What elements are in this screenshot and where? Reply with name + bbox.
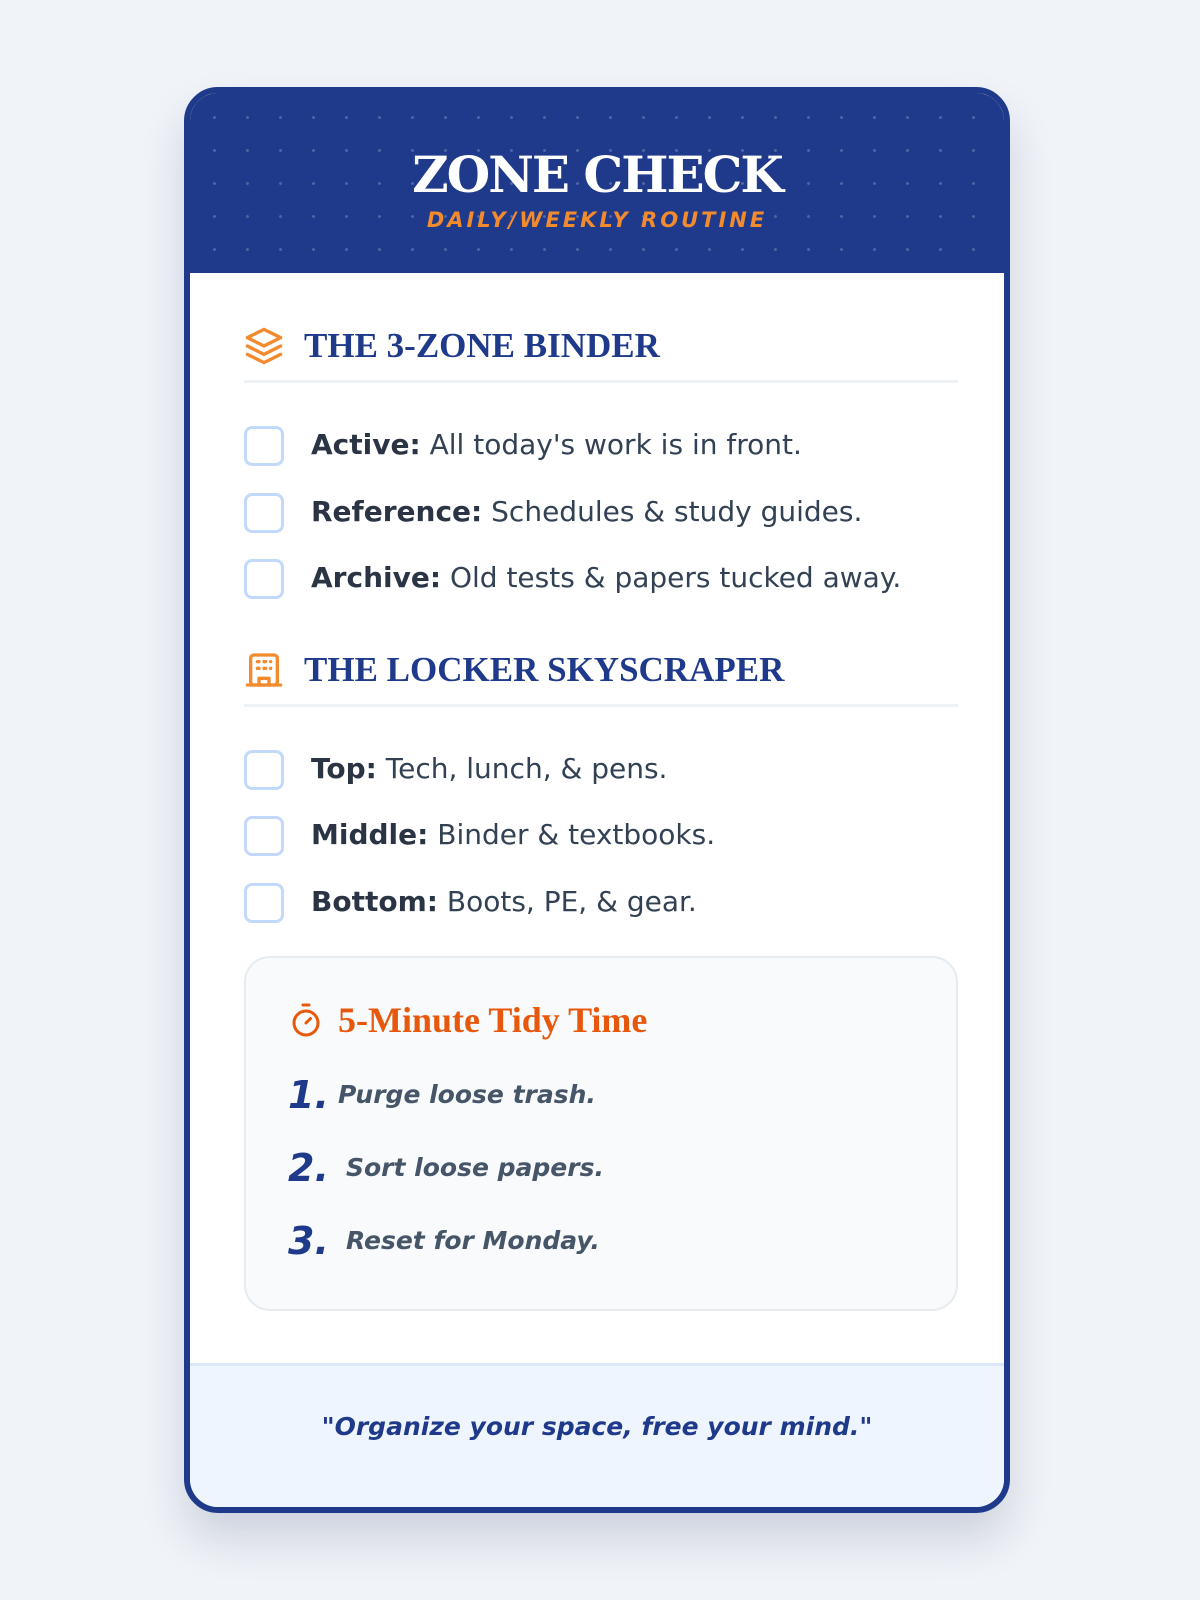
tidy-step: [288, 1072, 908, 1118]
checklist-item-description: Boots, PE, & gear.: [446, 885, 697, 918]
checklist-item-text: [311, 427, 802, 463]
checklist-item-label: Reference:: [311, 495, 483, 528]
checklist-item: [244, 493, 958, 533]
checklist-item-label: Middle:: [311, 818, 429, 851]
section-header-binder: [244, 324, 958, 383]
step-text: Sort loose papers.: [346, 1153, 604, 1182]
card-footer: [190, 1363, 1004, 1513]
step-number: 1.: [288, 1073, 329, 1117]
footer-quote: "Organize your space, free your mind.": [321, 1412, 873, 1441]
step-text: Reset for Monday.: [346, 1226, 600, 1255]
tidy-time-box: [244, 956, 958, 1311]
checklist-item-description: Old tests & papers tucked away.: [449, 561, 902, 594]
checklist-item-text: [311, 751, 667, 787]
checklist-item: [244, 883, 958, 923]
page-title: ZONE CHECK: [412, 145, 782, 204]
checklist-item-description: Schedules & study guides.: [491, 495, 863, 528]
checklist-item: [244, 750, 958, 790]
step-number: 2.: [288, 1146, 329, 1190]
checkbox[interactable]: [244, 559, 284, 599]
tidy-title: 5-Minute Tidy Time: [338, 1000, 648, 1040]
checklist-item: [244, 816, 958, 856]
checklist-item: [244, 426, 958, 466]
checklist-item-text: [311, 560, 901, 596]
section-title: THE LOCKER SKYSCRAPER: [304, 650, 785, 689]
step-number: 3.: [288, 1219, 329, 1263]
checklist-item-label: Archive:: [311, 561, 442, 594]
section-header-locker: [244, 648, 958, 707]
stopwatch-icon: [288, 1002, 324, 1038]
layers-icon: [244, 326, 284, 366]
checkbox[interactable]: [244, 493, 284, 533]
checklist-item-label: Active:: [311, 428, 421, 461]
page-subtitle: DAILY/WEEKLY ROUTINE: [426, 208, 768, 232]
checklist-item-description: All today's work is in front.: [429, 428, 802, 461]
checklist-item-text: [311, 817, 715, 853]
checklist-item-description: Tech, lunch, & pens.: [385, 752, 668, 785]
zone-check-card: [184, 87, 1010, 1513]
checklist-item: [244, 559, 958, 599]
step-text: Purge loose trash.: [338, 1080, 596, 1109]
checklist-item-label: Bottom:: [311, 885, 438, 918]
checklist-item-description: Binder & textbooks.: [437, 818, 716, 851]
checklist-item-text: [311, 494, 862, 530]
tidy-step: [288, 1145, 908, 1191]
section-title: THE 3-ZONE BINDER: [304, 326, 660, 365]
checkbox[interactable]: [244, 750, 284, 790]
tidy-step: [288, 1218, 908, 1264]
checklist-item-text: [311, 884, 697, 920]
checklist-item-label: Top:: [311, 752, 377, 785]
building-icon: [244, 650, 284, 690]
card-header: [190, 93, 1004, 273]
checkbox[interactable]: [244, 426, 284, 466]
checkbox[interactable]: [244, 883, 284, 923]
checkbox[interactable]: [244, 816, 284, 856]
